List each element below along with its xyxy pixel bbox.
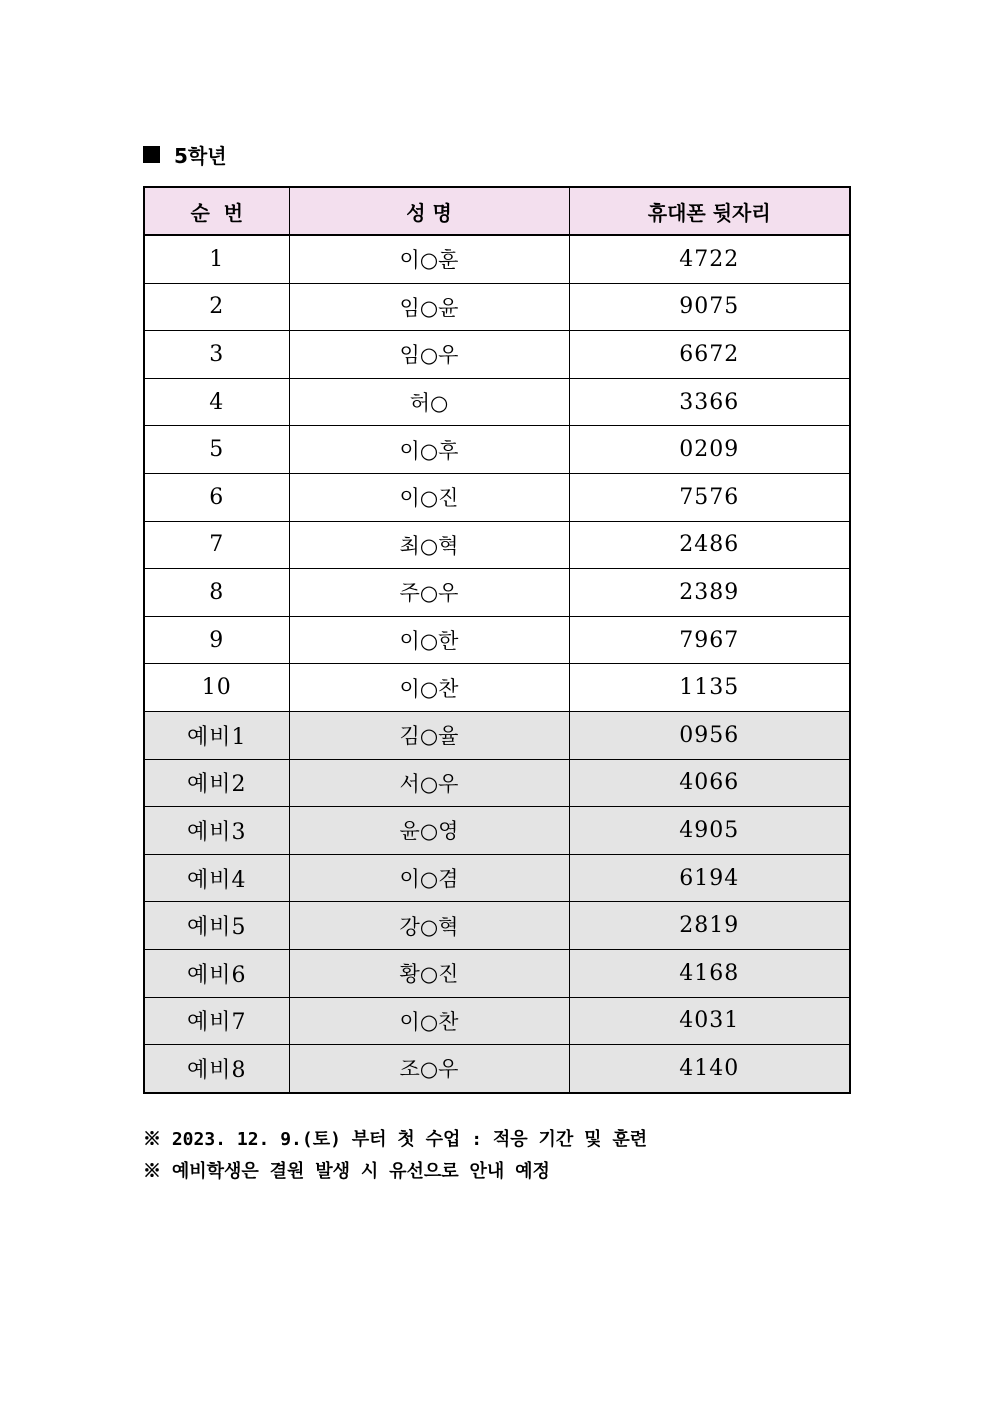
table-header-row (144, 187, 850, 235)
row-number-cell: 3 (144, 331, 289, 379)
phone-digits-cell: 4031 (569, 997, 850, 1045)
student-name-cell: 강○혁 (289, 902, 569, 950)
header-phone: 휴대폰 뒷자리 (569, 187, 850, 235)
phone-digits-cell: 6672 (569, 331, 850, 379)
phone-digits-cell: 0209 (569, 426, 850, 474)
table-row (144, 807, 850, 855)
row-number-cell: 예비4 (144, 854, 289, 902)
student-name-cell: 이○훈 (289, 235, 569, 283)
student-name-cell: 최○혁 (289, 521, 569, 569)
row-number-cell: 예비3 (144, 807, 289, 855)
table-row (144, 902, 850, 950)
table-row (144, 854, 850, 902)
row-number-cell: 8 (144, 569, 289, 617)
student-name-cell: 이○겸 (289, 854, 569, 902)
section-heading (143, 139, 227, 169)
phone-digits-cell: 2819 (569, 902, 850, 950)
table-row (144, 569, 850, 617)
table-row (144, 331, 850, 379)
student-name-cell: 허○ (289, 378, 569, 426)
table-row (144, 997, 850, 1045)
phone-digits-cell: 7967 (569, 616, 850, 664)
row-number-cell: 예비1 (144, 711, 289, 759)
phone-digits-cell: 4140 (569, 1045, 850, 1093)
table-row (144, 664, 850, 712)
student-name-cell: 윤○영 (289, 807, 569, 855)
row-number-cell: 4 (144, 378, 289, 426)
student-name-cell: 주○우 (289, 569, 569, 617)
row-number-cell: 예비5 (144, 902, 289, 950)
phone-digits-cell: 2389 (569, 569, 850, 617)
row-number-cell: 예비7 (144, 997, 289, 1045)
note-reserve-info: ※ 예비학생은 결원 발생 시 유선으로 안내 예정 (143, 1161, 550, 1182)
row-number-cell: 9 (144, 616, 289, 664)
phone-digits-cell: 0956 (569, 711, 850, 759)
phone-digits-cell: 4905 (569, 807, 850, 855)
phone-digits-cell: 2486 (569, 521, 850, 569)
phone-digits-cell: 4722 (569, 235, 850, 283)
header-number: 순 번 (144, 187, 289, 235)
row-number-cell: 예비6 (144, 949, 289, 997)
row-number-cell: 1 (144, 235, 289, 283)
row-number-cell: 10 (144, 664, 289, 712)
table-row (144, 473, 850, 521)
row-number-cell: 예비2 (144, 759, 289, 807)
table-row (144, 283, 850, 331)
student-name-cell: 이○한 (289, 616, 569, 664)
table-row (144, 426, 850, 474)
student-name-cell: 임○우 (289, 331, 569, 379)
student-name-cell: 임○윤 (289, 283, 569, 331)
row-number-cell: 5 (144, 426, 289, 474)
note-start-date: ※ 2023. 12. 9.(토) 부터 첫 수업 : 적응 기간 및 훈련 (143, 1129, 648, 1150)
table-row (144, 759, 850, 807)
table-row (144, 235, 850, 283)
student-name-cell: 이○진 (289, 473, 569, 521)
student-table (143, 186, 851, 1094)
row-number-cell: 6 (144, 473, 289, 521)
phone-digits-cell: 6194 (569, 854, 850, 902)
phone-digits-cell: 7576 (569, 473, 850, 521)
table-row (144, 1045, 850, 1093)
phone-digits-cell: 3366 (569, 378, 850, 426)
row-number-cell: 2 (144, 283, 289, 331)
student-name-cell: 이○후 (289, 426, 569, 474)
phone-digits-cell: 4066 (569, 759, 850, 807)
student-name-cell: 김○율 (289, 711, 569, 759)
black-square-icon (143, 146, 160, 163)
row-number-cell: 예비8 (144, 1045, 289, 1093)
student-name-cell: 이○찬 (289, 664, 569, 712)
section-title: 5학년 (174, 143, 227, 168)
student-name-cell: 조○우 (289, 1045, 569, 1093)
student-name-cell: 이○찬 (289, 997, 569, 1045)
table-row (144, 378, 850, 426)
table-row (144, 616, 850, 664)
header-name: 성 명 (289, 187, 569, 235)
phone-digits-cell: 4168 (569, 949, 850, 997)
phone-digits-cell: 1135 (569, 664, 850, 712)
table-row (144, 949, 850, 997)
table-row (144, 711, 850, 759)
phone-digits-cell: 9075 (569, 283, 850, 331)
row-number-cell: 7 (144, 521, 289, 569)
student-name-cell: 황○진 (289, 949, 569, 997)
notes (143, 1124, 647, 1188)
table-row (144, 521, 850, 569)
student-name-cell: 서○우 (289, 759, 569, 807)
